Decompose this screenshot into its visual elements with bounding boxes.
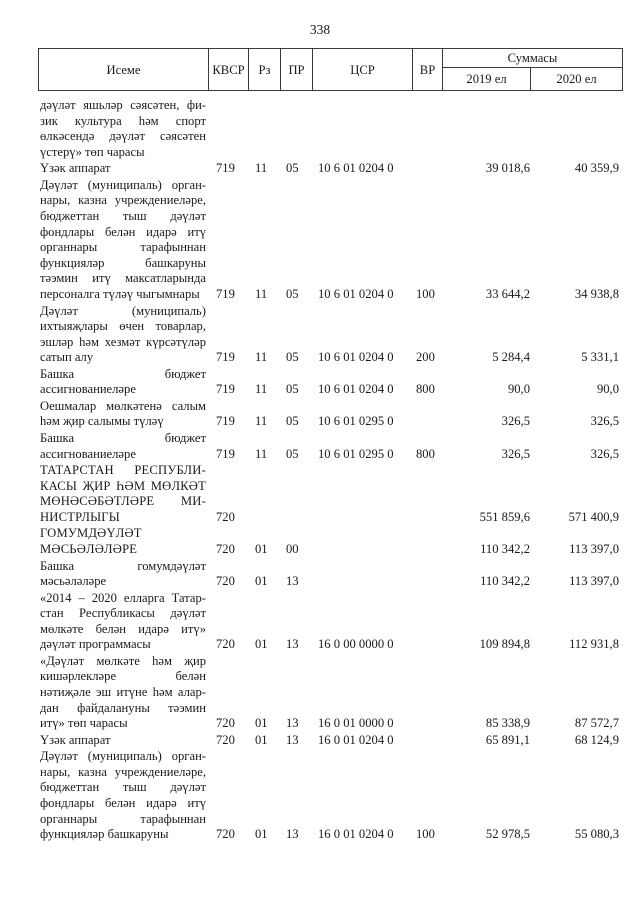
row-name xyxy=(40,399,206,430)
row-name-line: Дәүләт (муниципаль) орган- xyxy=(40,749,206,764)
row-name-line: эшләр һәм хезмәт күрсәтүләр xyxy=(40,334,206,349)
cell-pr: 13 xyxy=(286,716,299,731)
cell-pr: 05 xyxy=(286,414,299,429)
row-name-line: мәсьәләләре xyxy=(40,574,107,589)
row-name-line: «2014 – 2020 елларга Татар- xyxy=(40,590,206,605)
row-name-line: итү» төп чарасы xyxy=(40,716,128,731)
row-name-line: функцияләр башкаруны xyxy=(40,827,169,842)
row-name-line: МӨНӘСӘБӘТЛӘРЕ МИ- xyxy=(40,494,206,509)
row-name-line: бюджеттан тыш дәүләт xyxy=(40,780,206,795)
row-name xyxy=(40,463,206,525)
cell-rz: 01 xyxy=(255,574,268,589)
cell-rz: 11 xyxy=(255,446,268,461)
row-name-line: персоналга түләү чыгымнары xyxy=(40,286,200,301)
cell-csr: 16 0 01 0000 0 xyxy=(318,716,394,731)
row-name-line: кишәрлекләре белән xyxy=(40,669,206,684)
header-kvsr: КВСР xyxy=(209,49,249,91)
cell-y2: 112 931,8 xyxy=(569,637,619,652)
row-name xyxy=(40,98,206,160)
cell-csr: 10 6 01 0295 0 xyxy=(318,414,394,429)
cell-y2: 87 572,7 xyxy=(574,716,619,731)
row-name-line: Үзәк аппарат xyxy=(40,161,111,176)
cell-y2: 113 397,0 xyxy=(569,574,619,589)
cell-kvsr: 719 xyxy=(216,382,235,397)
cell-pr: 00 xyxy=(286,541,299,556)
row-name-line: нары, казна учреждениеләре, xyxy=(40,193,206,208)
cell-csr: 10 6 01 0204 0 xyxy=(318,382,394,397)
row-name-line: органнары тарафыннан xyxy=(40,240,206,255)
cell-vr: 100 xyxy=(416,827,435,842)
row-name-line: бюджеттан тыш дәүләт xyxy=(40,208,206,223)
cell-kvsr: 720 xyxy=(216,541,235,556)
page-number: 338 xyxy=(309,22,331,37)
row-name xyxy=(40,304,206,366)
cell-y1: 109 894,8 xyxy=(479,637,530,652)
header-sums: Суммасы xyxy=(443,49,623,68)
row-name-line: зик культура һәм спорт xyxy=(40,113,206,128)
cell-kvsr: 720 xyxy=(216,827,235,842)
cell-kvsr: 719 xyxy=(216,286,235,301)
header-csr: ЦСР xyxy=(313,49,413,91)
row-name-line: ассигнованиеләре xyxy=(40,446,136,461)
row-name xyxy=(40,654,206,732)
row-name-line: КАСЫ ҖИР ҺӘМ МӨЛКӘТ xyxy=(40,478,206,493)
table-row xyxy=(0,559,640,590)
cell-pr: 05 xyxy=(286,382,299,397)
cell-rz: 01 xyxy=(255,827,268,842)
cell-rz: 11 xyxy=(255,286,268,301)
header-vr: ВР xyxy=(413,49,443,91)
cell-kvsr: 719 xyxy=(216,414,235,429)
header-year-2019: 2019 ел xyxy=(443,68,531,91)
cell-y2: 326,5 xyxy=(590,414,619,429)
row-name xyxy=(40,161,206,177)
table-row xyxy=(0,178,640,303)
row-name-line: дәүләт программасы xyxy=(40,637,151,652)
row-name-line: фондлары белән идарә итү xyxy=(40,796,206,811)
cell-pr: 05 xyxy=(286,446,299,461)
cell-csr: 10 6 01 0295 0 xyxy=(318,446,394,461)
header-name: Исеме xyxy=(39,49,209,91)
cell-y1: 39 018,6 xyxy=(485,161,530,176)
table-row xyxy=(0,749,640,843)
cell-y1: 65 891,1 xyxy=(485,732,530,747)
table-row xyxy=(0,161,640,177)
cell-y1: 326,5 xyxy=(501,446,530,461)
cell-pr: 05 xyxy=(286,286,299,301)
row-name xyxy=(40,367,206,398)
cell-rz: 11 xyxy=(255,382,268,397)
cell-kvsr: 720 xyxy=(216,574,235,589)
cell-y2: 40 359,9 xyxy=(574,161,619,176)
row-name-line: ассигнованиеләре xyxy=(40,382,136,397)
cell-y1: 90,0 xyxy=(507,382,530,397)
row-name-line: органнары тарафыннан xyxy=(40,811,206,826)
cell-y1: 5 284,4 xyxy=(492,350,530,365)
row-name xyxy=(40,591,206,653)
table-row xyxy=(0,98,640,160)
table-row xyxy=(0,399,640,430)
cell-pr: 05 xyxy=(286,161,299,176)
cell-rz: 01 xyxy=(255,637,268,652)
row-name-line: мөлкәте белән идарә итү» xyxy=(40,621,206,636)
cell-y1: 326,5 xyxy=(501,414,530,429)
cell-kvsr: 720 xyxy=(216,509,235,524)
row-name-line: Башка бюджет xyxy=(40,366,206,381)
cell-y1: 52 978,5 xyxy=(485,827,530,842)
header-rz: Рз xyxy=(249,49,281,91)
table-row xyxy=(0,431,640,462)
table-row xyxy=(0,654,640,732)
cell-pr: 13 xyxy=(286,827,299,842)
cell-y2: 90,0 xyxy=(596,382,619,397)
table-row xyxy=(0,367,640,398)
cell-y2: 571 400,9 xyxy=(568,509,619,524)
cell-rz: 01 xyxy=(255,732,268,747)
cell-rz: 01 xyxy=(255,716,268,731)
row-name-line: дан файдалануны тәэмин xyxy=(40,700,206,715)
cell-rz: 11 xyxy=(255,350,268,365)
header-year-2020: 2020 ел xyxy=(531,68,623,91)
cell-csr: 10 6 01 0204 0 xyxy=(318,350,394,365)
cell-csr: 16 0 01 0204 0 xyxy=(318,827,394,842)
cell-kvsr: 720 xyxy=(216,637,235,652)
row-name-line: тәэмин итү максатларында xyxy=(40,271,206,286)
cell-y1: 551 859,6 xyxy=(479,509,530,524)
cell-csr: 16 0 01 0204 0 xyxy=(318,732,394,747)
table-row xyxy=(0,733,640,749)
row-name-line: Башка бюджет xyxy=(40,431,206,445)
cell-vr: 100 xyxy=(416,286,435,301)
cell-rz: 11 xyxy=(255,161,268,176)
row-name-line: дәүләт яшьләр сәясәтен, фи- xyxy=(40,98,206,112)
row-name-line: ТАТАРСТАН РЕСПУБЛИ- xyxy=(40,463,206,478)
cell-y2: 34 938,8 xyxy=(574,286,619,301)
row-name-line: нәтиҗәле эш итүне һәм алар- xyxy=(40,685,206,700)
cell-pr: 05 xyxy=(286,350,299,365)
cell-kvsr: 719 xyxy=(216,446,235,461)
row-name xyxy=(40,733,206,749)
row-name-line: ихтыяҗлары өчен товарлар, xyxy=(40,319,206,334)
row-name-line: ГОМУМДӘҮЛӘТ xyxy=(40,526,142,541)
row-name-line: Башка гомумдәүләт xyxy=(40,558,206,573)
cell-pr: 13 xyxy=(286,732,299,747)
row-name-line: сатып алу xyxy=(40,350,94,365)
cell-pr: 13 xyxy=(286,574,299,589)
cell-y1: 110 342,2 xyxy=(480,574,530,589)
cell-kvsr: 720 xyxy=(216,716,235,731)
header-pr: ПР xyxy=(281,49,313,91)
cell-y2: 55 080,3 xyxy=(574,827,619,842)
table-header xyxy=(38,48,623,91)
table-row xyxy=(0,304,640,366)
cell-pr: 13 xyxy=(286,637,299,652)
table-row xyxy=(0,463,640,525)
cell-y1: 110 342,2 xyxy=(480,541,530,556)
cell-csr: 10 6 01 0204 0 xyxy=(318,286,394,301)
cell-rz: 11 xyxy=(255,414,268,429)
row-name-line: функцияләр башкаруны xyxy=(40,255,206,270)
cell-y2: 68 124,9 xyxy=(574,732,619,747)
cell-csr: 16 0 00 0000 0 xyxy=(318,637,394,652)
cell-y2: 5 331,1 xyxy=(581,350,619,365)
row-name-line: Дәүләт (муниципаль) xyxy=(40,303,206,318)
row-name-line: һәм җир салымы түләү xyxy=(40,414,164,429)
cell-vr: 800 xyxy=(416,382,435,397)
cell-y2: 113 397,0 xyxy=(569,541,619,556)
cell-y1: 85 338,9 xyxy=(485,716,530,731)
row-name xyxy=(40,749,206,843)
cell-rz: 01 xyxy=(255,541,268,556)
table-row xyxy=(0,591,640,653)
cell-vr: 800 xyxy=(416,446,435,461)
cell-y2: 326,5 xyxy=(590,446,619,461)
row-name xyxy=(40,559,206,590)
row-name-line: өлкәсендә дәүләт сәясәтен xyxy=(40,129,206,144)
row-name-line: Үзәк аппарат xyxy=(40,732,111,747)
table-row xyxy=(0,526,640,557)
row-name-line: Оешмалар мөлкәтенә салым xyxy=(40,398,206,413)
row-name-line: Дәүләт (муниципаль) орган- xyxy=(40,177,206,192)
cell-csr: 10 6 01 0204 0 xyxy=(318,161,394,176)
cell-y1: 33 644,2 xyxy=(485,286,530,301)
row-name xyxy=(40,431,206,462)
cell-kvsr: 719 xyxy=(216,350,235,365)
row-name-line: фондлары белән идарә итү xyxy=(40,224,206,239)
cell-vr: 200 xyxy=(416,350,435,365)
row-name xyxy=(40,526,206,557)
row-name-line: НИСТРЛЫГЫ xyxy=(40,509,120,524)
cell-kvsr: 720 xyxy=(216,732,235,747)
row-name-line: үстерү» төп чарасы xyxy=(40,144,145,159)
row-name-line: нары, казна учреждениеләре, xyxy=(40,764,206,779)
row-name-line: «Дәүләт мөлкәте һәм җир xyxy=(40,653,206,668)
row-name-line: МӘСЬӘЛӘЛӘРЕ xyxy=(40,541,138,556)
row-name-line: стан Республикасы дәүләт xyxy=(40,606,206,621)
row-name xyxy=(40,178,206,303)
cell-kvsr: 719 xyxy=(216,161,235,176)
